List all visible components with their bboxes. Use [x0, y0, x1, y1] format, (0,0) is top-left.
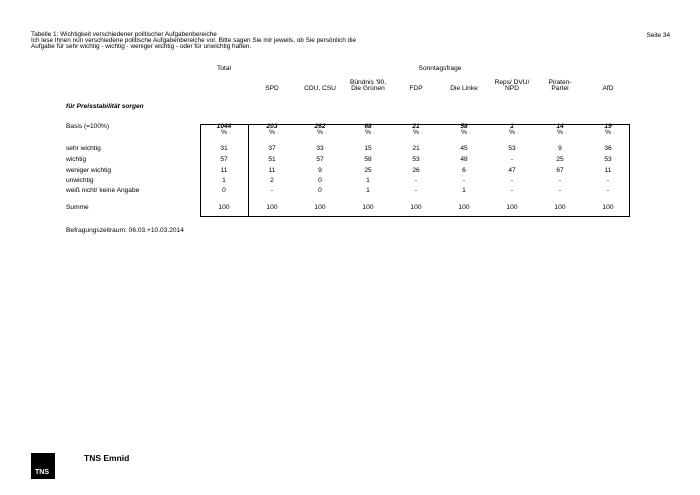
- percent-unit: %: [557, 129, 563, 136]
- table-cell: -: [414, 187, 418, 194]
- percent-unit: %: [317, 129, 323, 136]
- table-cell: 1: [366, 177, 370, 184]
- table-cell: -: [510, 177, 514, 184]
- table-cell: 203: [266, 123, 278, 130]
- column-header: NPD: [505, 85, 519, 92]
- table-cell: 25: [364, 167, 372, 174]
- table-cell: 15: [364, 145, 372, 152]
- column-header: AfD: [602, 85, 614, 92]
- row-label: weniger wichtig: [66, 167, 112, 174]
- column-header-line1: Bündnis '90,: [349, 79, 387, 86]
- table-cell: 21: [412, 123, 420, 130]
- table-cell: 31: [220, 145, 228, 152]
- table-cell: 36: [604, 145, 612, 152]
- page-number: Seite 34: [646, 32, 670, 39]
- table-cell: 0: [222, 187, 226, 194]
- table-cell: 100: [314, 204, 326, 211]
- table-cell: 262: [314, 123, 326, 130]
- table-cell: 67: [556, 167, 564, 174]
- table-cell: 68: [364, 123, 372, 130]
- table-cell: 48: [460, 156, 468, 163]
- table-cell: 21: [412, 145, 420, 152]
- table-cell: 11: [268, 167, 276, 174]
- column-header: Partei: [551, 85, 569, 92]
- table-cell: 9: [558, 145, 562, 152]
- table-header: [31, 32, 431, 51]
- table-cell: -: [270, 187, 274, 194]
- table-cell: 2: [270, 177, 274, 184]
- column-header-line1: Piraten-: [548, 79, 572, 86]
- column-header: CDU, CSU: [304, 85, 336, 92]
- section-title: für Preisstabilität sorgen: [66, 103, 144, 110]
- table-cell: 53: [412, 156, 420, 163]
- table-cell: -: [606, 187, 610, 194]
- column-header: Die Linke: [450, 85, 478, 92]
- table-cell: 14: [556, 123, 564, 130]
- percent-unit: %: [221, 129, 227, 136]
- table-cell: 100: [410, 204, 422, 211]
- table-cell: 19: [604, 123, 612, 130]
- table-cell: 1044: [216, 123, 232, 130]
- table-caption: Tabelle 1: Wichtigkeit verschiedener politischer Aufgabenbereiche: [31, 31, 217, 38]
- table-cell: 1: [462, 187, 466, 194]
- table-cell: 57: [316, 156, 324, 163]
- table-cell: 100: [362, 204, 374, 211]
- table-cell: 11: [220, 167, 228, 174]
- table-cell: 58: [364, 156, 372, 163]
- table-cell: -: [558, 187, 562, 194]
- summe-label: Summe: [66, 204, 89, 211]
- question-line-1: Ich lese Ihnen nun verschiedene politische Aufgabenbereiche vor. Bitte sagen Sie mir jeweils, ob Sie persönlich die: [31, 37, 357, 45]
- table-cell: 0: [318, 187, 322, 194]
- row-label: unwichtig: [66, 177, 94, 184]
- table-cell: 1: [366, 187, 370, 194]
- percent-unit: %: [269, 129, 275, 136]
- percent-unit: %: [461, 129, 467, 136]
- total-label: Total: [217, 65, 231, 72]
- table-cell: 37: [268, 145, 276, 152]
- table-cell: 100: [602, 204, 614, 211]
- table-cell: 1: [222, 177, 226, 184]
- percent-unit: %: [365, 129, 371, 136]
- row-label: sehr wichtig: [66, 145, 101, 152]
- table-cell: 100: [554, 204, 566, 211]
- table-cell: -: [462, 177, 466, 184]
- question-line-2: Aufgabe für sehr wichtig - wichtig - weniger wichtig - oder für unwichtig halten.: [31, 43, 252, 51]
- table-cell: 100: [506, 204, 518, 211]
- table-cell: 25: [556, 156, 564, 163]
- column-header-line1: Reps/ DVU/: [494, 79, 530, 86]
- table-cell: 33: [316, 145, 324, 152]
- group-label: Sonntagsfrage: [418, 65, 462, 72]
- table-cell: 11: [604, 167, 612, 174]
- brand-name: TNS Emnid: [84, 453, 130, 463]
- table-cell: 26: [412, 167, 420, 174]
- percent-unit: %: [509, 129, 515, 136]
- row-label: wichtig: [66, 156, 87, 163]
- tns-logo: TNS: [31, 453, 55, 479]
- row-label: weiß nicht/ keine Angabe: [66, 187, 140, 194]
- basis-label: Basis (=100%): [66, 123, 110, 130]
- table-cell: 100: [218, 204, 230, 211]
- table-cell: 100: [266, 204, 278, 211]
- table-cell: 100: [458, 204, 470, 211]
- percent-unit: %: [605, 129, 611, 136]
- table-cell: -: [510, 187, 514, 194]
- table-cell: 51: [268, 156, 276, 163]
- table-cell: 47: [508, 167, 516, 174]
- table-cell: -: [558, 177, 562, 184]
- table-cell: 45: [460, 145, 468, 152]
- table-cell: 58: [460, 123, 468, 130]
- column-header: SPD: [265, 85, 279, 92]
- table-cell: 53: [508, 145, 516, 152]
- column-header: Die Grünen: [351, 85, 385, 92]
- table-cell: -: [510, 156, 514, 163]
- table-cell: 6: [462, 167, 466, 174]
- column-header: FDP: [409, 85, 423, 92]
- table-cell: 9: [318, 167, 322, 174]
- table-cell: -: [606, 177, 610, 184]
- table-cell: 57: [220, 156, 228, 163]
- survey-period: Befragungszeitraum: 06.03.+10.03.2014: [66, 227, 184, 234]
- table-cell: 53: [604, 156, 612, 163]
- percent-unit: %: [413, 129, 419, 136]
- total-divider: [248, 124, 249, 217]
- table-cell: 1: [510, 123, 514, 130]
- table-cell: -: [414, 177, 418, 184]
- table-cell: 0: [318, 177, 322, 184]
